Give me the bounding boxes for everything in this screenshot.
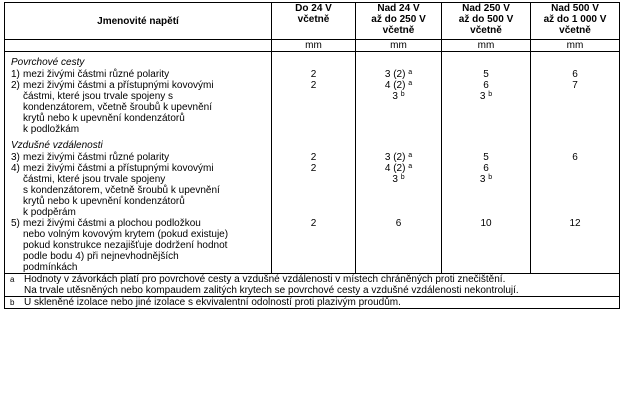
section-title: Povrchové cesty — [5, 52, 272, 70]
section-heading-row — [5, 135, 620, 152]
unit-cell: mm — [356, 40, 442, 52]
section-title: Vzdušné vzdálenosti — [5, 135, 272, 152]
value-cell: 12 — [531, 218, 620, 274]
table-row — [5, 218, 620, 274]
row-number: 5) — [11, 218, 20, 229]
value-cell: 5 — [442, 69, 531, 80]
creepage-clearance-table — [4, 2, 620, 309]
header-col-up-to-24v: Do 24 V včetně — [272, 3, 356, 40]
unit-cell: mm — [531, 40, 620, 52]
footnote-b — [5, 297, 620, 309]
unit-cell: mm — [272, 40, 356, 52]
value-cell: 2 — [272, 218, 356, 274]
header-col-250-500v: Nad 250 V až do 500 V včetně — [442, 3, 531, 40]
value-cell: 6 3 $^b$ — [442, 163, 531, 218]
row-description: mezi živými částmi a přístupnými kovovými částmi, které jsou trvale spojeny s kondenzátorem, včetně šroubů k upevnění krytů nebo k upevnění kondenzátorů k podpěrám — [23, 163, 220, 218]
row-description: mezi živými částmi různé polarity — [23, 69, 170, 80]
value-cell: 4 (2) $^a$ 3 $^b$ — [356, 163, 442, 218]
units-row — [5, 40, 620, 52]
value-cell: 10 — [442, 218, 531, 274]
table-row — [5, 163, 620, 218]
footnote-mark: b — [10, 298, 15, 307]
table-row — [5, 80, 620, 135]
header-col-500-1000v: Nad 500 V až do 1 000 V včetně — [531, 3, 620, 40]
table-row — [5, 152, 620, 163]
value-cell: 2 — [272, 69, 356, 80]
row-number: 2) — [11, 80, 20, 91]
value-cell: 6 3 $^b$ — [442, 80, 531, 135]
table-row — [5, 69, 620, 80]
header-col-24-250v: Nad 24 V až do 250 V včetně — [356, 3, 442, 40]
value-cell: 5 — [442, 152, 531, 163]
value-cell: 3 (2) $^a$ — [356, 152, 442, 163]
footnote-mark: a — [10, 275, 15, 284]
section-heading-row — [5, 52, 620, 70]
value-cell — [531, 163, 620, 218]
row-number: 1) — [11, 69, 20, 80]
value-cell: 6 — [531, 69, 620, 80]
value-cell: 2 — [272, 152, 356, 163]
value-cell: 3 (2) $^a$ — [356, 69, 442, 80]
header-nominal-voltage: Jmenovité napětí — [5, 3, 272, 40]
unit-cell: mm — [442, 40, 531, 52]
value-cell: 6 — [531, 152, 620, 163]
value-cell: 7 — [531, 80, 620, 135]
value-cell: 6 — [356, 218, 442, 274]
footnote-a — [5, 274, 620, 297]
row-description: mezi živými částmi a plochou podložkou nebo volným kovovým krytem (pokud existuje) pokud konstrukce nezajišťuje dodržení hodnot podle bodu 4) při nejnevhodnějších podmínkách — [23, 218, 229, 273]
row-description: mezi živými částmi a přístupnými kovovými částmi, které jsou trvale spojeny s kondenzátorem, včetně šroubů k upevnění krytů nebo k upevnění kondenzátorů k podložkám — [23, 80, 214, 135]
value-cell: 4 (2) $^a$ 3 $^b$ — [356, 80, 442, 135]
footnote-text: U skleněné izolace nebo jiné izolace s ekvivalentní odolností proti plazivým proudům. — [24, 297, 401, 308]
footnote-text: Hodnoty v závorkách platí pro povrchové cesty a vzdušné vzdálenosti v místech chráněných proti znečištění. Na trvale utěsněných nebo kompaudem zalitých krytech se povrchové cesty a vzdušné vzdálenosti nekontrolují. — [24, 274, 519, 296]
row-description: mezi živými částmi různé polarity — [23, 152, 170, 163]
row-number: 4) — [11, 163, 20, 174]
row-number: 3) — [11, 152, 20, 163]
value-cell: 2 — [272, 80, 356, 135]
value-cell: 2 — [272, 163, 356, 218]
table-header-row — [5, 3, 620, 40]
